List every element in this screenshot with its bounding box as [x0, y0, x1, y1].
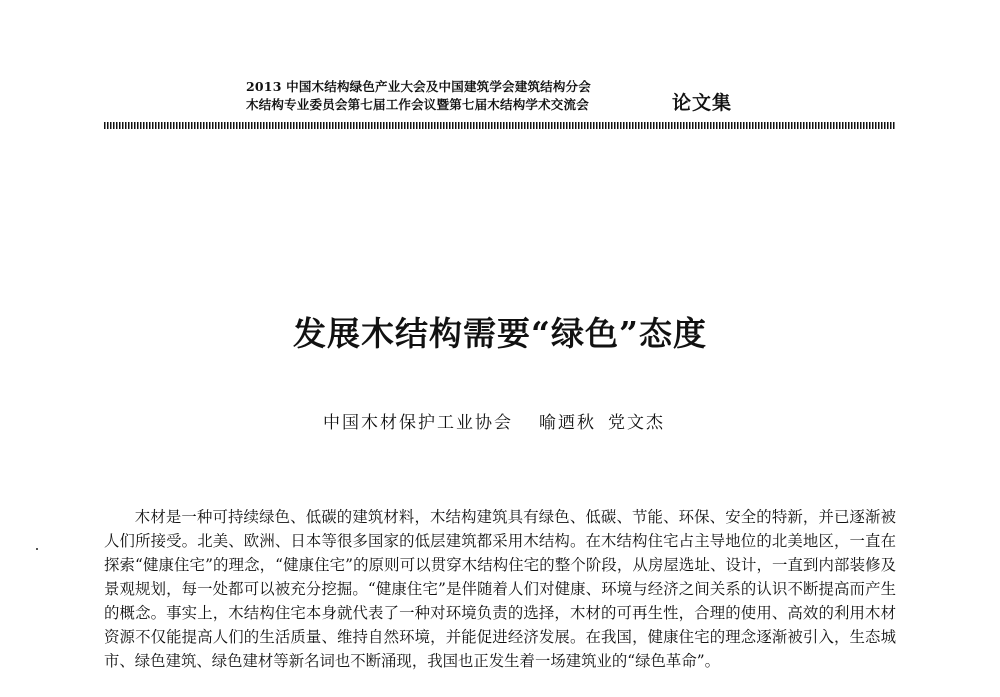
body-paragraph: 木材是一种可持续绿色、低碳的建筑材料，木结构建筑具有绿色、低碳、节能、环保、安全的特新，并已逐渐被人们所接受。北美、欧洲、日本等很多国家的低层建筑都采用木结构。在木结构住宅占主导地位的北美地区，一直在探索“健康住宅”的理念，“健康住宅”的原则可以贯穿木结构住宅的整个阶段，从房屋选址、设计，一直到内部装修及景观规划，每一处都可以被充分挖掘。“健康住宅”是伴随着人们对健康、环境与经济之间关系的认识不断提高而产生的概念。事实上，木结构住宅本身就代表了一种对环境负责的选择，木材的可再生性，合理的使用、高效的利用木材资源不仅能提高人们的生活质量、维持自然环境，并能促进经济发展。在我国，健康住宅的理念逐渐被引入，生态城市、绿色建筑、绿色建材等新名词也不断涌现，我国也正发生着一场建筑业的“绿色革命”。: [104, 508, 896, 670]
running-header: [0, 76, 1000, 136]
conference-name-line-2: 木结构专业委员会第七届工作会议暨第七届木结构学术交流会: [246, 97, 589, 112]
header-rule: [104, 122, 896, 129]
scan-speck: [36, 548, 38, 550]
conference-name: [246, 78, 656, 114]
paper-title: 发展木结构需要“绿色”态度: [293, 314, 707, 353]
byline: [0, 408, 1000, 433]
author-name: 喻迺秋: [539, 413, 596, 433]
author-name: 党文杰: [608, 413, 665, 433]
conference-name-line-1: 2013 中国木结构绿色产业大会及中国建筑学会建筑结构分会: [246, 79, 591, 94]
proceedings-label: 论文集: [672, 92, 733, 114]
author-organization: 中国木材保护工业协会: [323, 413, 513, 433]
